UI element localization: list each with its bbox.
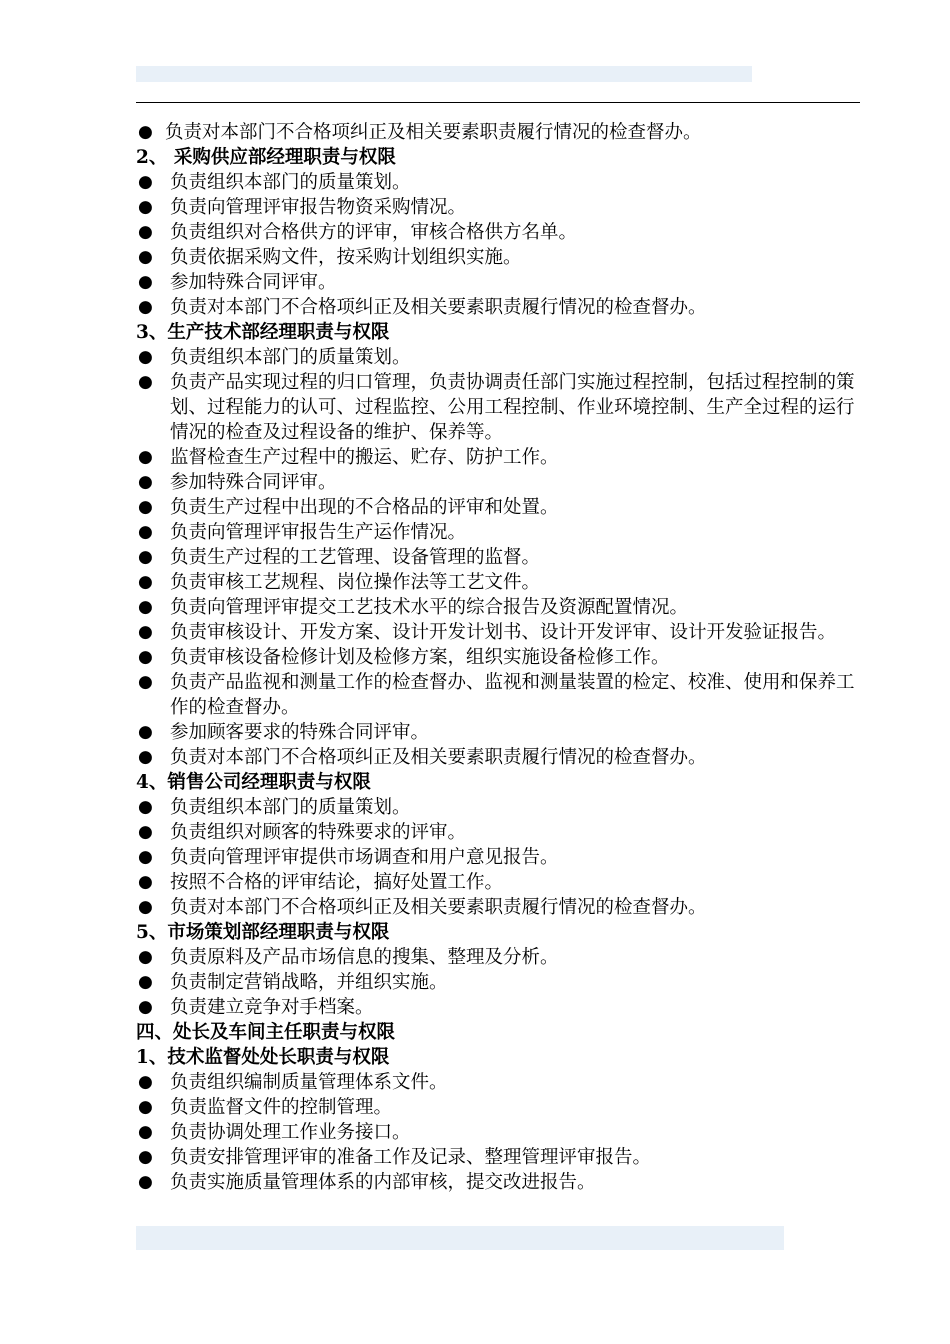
list-item: ● 负责实施质量管理体系的内部审核，提交改进报告。 bbox=[136, 1170, 860, 1195]
section-heading: 1、技术监督处处长职责与权限 bbox=[136, 1047, 390, 1068]
list-item: ● 负责向管理评审报告物资采购情况。 bbox=[136, 195, 860, 220]
section-heading: 4、销售公司经理职责与权限 bbox=[136, 772, 371, 793]
list-item: ● 负责原料及产品市场信息的搜集、整理及分析。 bbox=[136, 945, 860, 970]
list-item: ● 负责审核设备检修计划及检修方案，组织实施设备检修工作。 bbox=[136, 645, 860, 670]
list-item: ● 负责产品监视和测量工作的检查督办、监视和测量装置的检定、校准、使用和保养工作的检查督办。 bbox=[136, 670, 860, 720]
list-item: ● 负责组织对顾客的特殊要求的评审。 bbox=[136, 820, 860, 845]
list-item: ● 参加特殊合同评审。 bbox=[136, 470, 860, 495]
list-item: ● 负责向管理评审提供市场调查和用户意见报告。 bbox=[136, 845, 860, 870]
header-rule bbox=[136, 102, 860, 103]
list-item: ● 负责审核设计、开发方案、设计开发计划书、设计开发评审、设计开发验证报告。 bbox=[136, 620, 860, 645]
list-item: ● 负责对本部门不合格项纠正及相关要素职责履行情况的检查督办。 bbox=[136, 120, 860, 145]
list-item: ● 负责依据采购文件，按采购计划组织实施。 bbox=[136, 245, 860, 270]
list-item: ● 负责生产过程中出现的不合格品的评审和处置。 bbox=[136, 495, 860, 520]
list-item: ● 负责组织本部门的质量策划。 bbox=[136, 795, 860, 820]
list-item: ● 负责协调处理工作业务接口。 bbox=[136, 1120, 860, 1145]
list-item: ● 参加顾客要求的特殊合同评审。 bbox=[136, 720, 860, 745]
list-item: ● 负责向管理评审报告生产运作情况。 bbox=[136, 520, 860, 545]
list-item: ● 负责组织编制质量管理体系文件。 bbox=[136, 1070, 860, 1095]
list-item: ● 负责制定营销战略，并组织实施。 bbox=[136, 970, 860, 995]
footer-band bbox=[136, 1226, 784, 1250]
list-item: ● 负责对本部门不合格项纠正及相关要素职责履行情况的检查督办。 bbox=[136, 895, 860, 920]
list-item: ● 负责安排管理评审的准备工作及记录、整理管理评审报告。 bbox=[136, 1145, 860, 1170]
list-item: ● 负责监督文件的控制管理。 bbox=[136, 1095, 860, 1120]
list-item: ● 负责产品实现过程的归口管理，负责协调责任部门实施过程控制，包括过程控制的策划、过程能力的认可、过程监控、公用工程控制、作业环境控制、生产全过程的运行情况的检查及过程设备的维护、保养等。 bbox=[136, 370, 860, 445]
list-item: ● 参加特殊合同评审。 bbox=[136, 270, 860, 295]
header-band bbox=[136, 66, 752, 82]
list-item: ● 负责组织对合格供方的评审，审核合格供方名单。 bbox=[136, 220, 860, 245]
section-heading: 3、生产技术部经理职责与权限 bbox=[136, 322, 390, 343]
list-item: ● 负责向管理评审提交工艺技术水平的综合报告及资源配置情况。 bbox=[136, 595, 860, 620]
list-item: ● 负责审核工艺规程、岗位操作法等工艺文件。 bbox=[136, 570, 860, 595]
list-item: ● 负责建立竞争对手档案。 bbox=[136, 995, 860, 1020]
list-item: ● 负责对本部门不合格项纠正及相关要素职责履行情况的检查督办。 bbox=[136, 295, 860, 320]
list-item: ● 负责组织本部门的质量策划。 bbox=[136, 170, 860, 195]
list-item: ● 负责组织本部门的质量策划。 bbox=[136, 345, 860, 370]
document-body bbox=[136, 120, 860, 1195]
section-heading: 5、市场策划部经理职责与权限 bbox=[136, 922, 390, 943]
list-item: ● 负责对本部门不合格项纠正及相关要素职责履行情况的检查督办。 bbox=[136, 745, 860, 770]
list-item: ● 按照不合格的评审结论，搞好处置工作。 bbox=[136, 870, 860, 895]
list-item: ● 负责生产过程的工艺管理、设备管理的监督。 bbox=[136, 545, 860, 570]
section-heading: 2、 采购供应部经理职责与权限 bbox=[136, 147, 396, 168]
section-heading: 四、处长及车间主任职责与权限 bbox=[136, 1022, 396, 1043]
list-item: ● 监督检查生产过程中的搬运、贮存、防护工作。 bbox=[136, 445, 860, 470]
